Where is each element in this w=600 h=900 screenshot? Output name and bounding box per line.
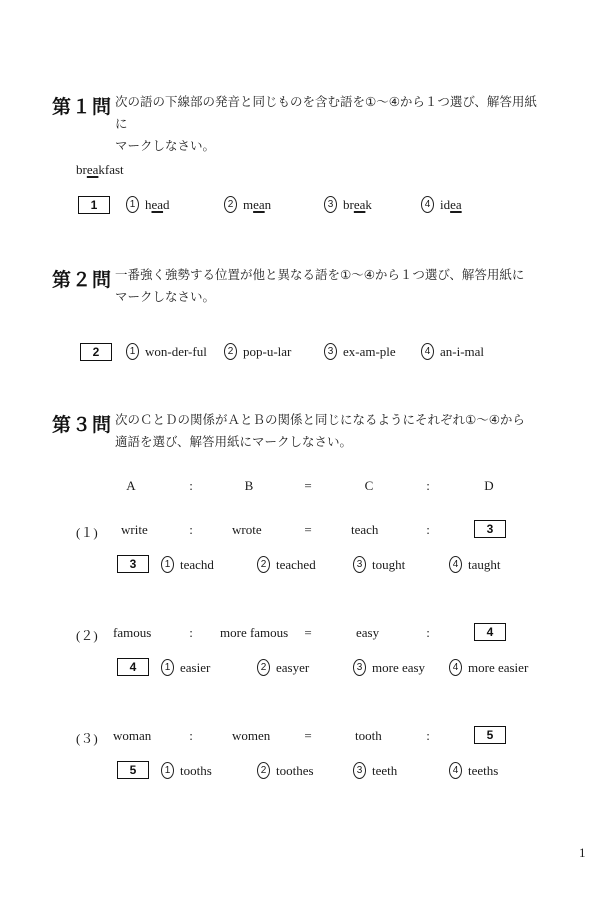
header-c: C <box>364 478 374 493</box>
item2-option-4[interactable]: 4 more easier <box>449 659 528 676</box>
item2-option-2[interactable]: 2 easyer <box>257 659 309 676</box>
circled-number-icon: 4 <box>421 343 434 360</box>
circled-number-icon: 1 <box>161 556 174 573</box>
q2-option-3[interactable]: 3 ex-am-ple <box>324 343 396 360</box>
item2-option-1[interactable]: 1 easier <box>161 659 210 676</box>
header-colon: : <box>426 478 430 493</box>
item-c: easy <box>356 625 380 640</box>
circled-number-icon: 1 <box>161 659 174 676</box>
header-equals: = <box>304 478 312 493</box>
circled-number-icon: 4 <box>449 659 462 676</box>
circled-number-icon: 3 <box>324 343 337 360</box>
item-label: (２) <box>76 628 98 643</box>
circled-number-icon: 2 <box>257 659 270 676</box>
item-a: famous <box>113 625 152 640</box>
q1-option-2[interactable]: 2 m ea n <box>224 196 271 213</box>
item-b: more famous <box>220 625 289 640</box>
answer-box-3-blank: 3 <box>474 520 506 538</box>
header-a: A <box>126 478 136 493</box>
item-label: (１) <box>76 525 98 540</box>
item3-option-4[interactable]: 4 teeths <box>449 762 498 779</box>
item-c: teach <box>351 522 379 537</box>
answer-box-5-blank: 5 <box>474 726 506 744</box>
item-b: wrote <box>232 522 262 537</box>
answer-box-4-blank: 4 <box>474 623 506 641</box>
q2-option-4[interactable]: 4 an-i-mal <box>421 343 484 360</box>
header-colon: : <box>189 478 193 493</box>
item3-option-2[interactable]: 2 toothes <box>257 762 314 779</box>
circled-number-icon: 3 <box>324 196 337 213</box>
circled-number-icon: 3 <box>353 762 366 779</box>
item3-option-1[interactable]: 1 tooths <box>161 762 212 779</box>
circled-number-icon: 2 <box>257 556 270 573</box>
answer-box-3: 3 <box>117 555 149 573</box>
q1-instruction: 次の語の下線部の発音と同じものを含む語を①～④から１つ選び、解答用紙に マークしなさい。 <box>115 94 537 153</box>
circled-number-icon: 4 <box>449 556 462 573</box>
item2-option-3[interactable]: 3 more easy <box>353 659 425 676</box>
equals: = <box>304 728 312 743</box>
item-b: women <box>232 728 271 743</box>
item1-option-3[interactable]: 3 tought <box>353 556 405 573</box>
q2-heading: 第２問 <box>52 270 113 291</box>
item-a: write <box>121 522 148 537</box>
item1-option-2[interactable]: 2 teached <box>257 556 316 573</box>
answer-box-1: 1 <box>78 196 110 214</box>
circled-number-icon: 4 <box>421 196 434 213</box>
q1-option-3[interactable]: 3 br ea k <box>324 196 372 213</box>
circled-number-icon: 3 <box>353 556 366 573</box>
item3-option-3[interactable]: 3 teeth <box>353 762 397 779</box>
q2-instruction: 一番強く強勢する位置が他と異なる語を①～④から１つ選び、解答用紙に マークしなさい。 <box>115 267 525 304</box>
answer-box-2: 2 <box>80 343 112 361</box>
circled-number-icon: 2 <box>257 762 270 779</box>
q1-heading: 第１問 <box>52 97 113 118</box>
item1-option-1[interactable]: 1 teachd <box>161 556 214 573</box>
q3-heading: 第３問 <box>52 415 113 436</box>
q2-option-2[interactable]: 2 pop-u-lar <box>224 343 291 360</box>
colon: : <box>426 625 430 640</box>
colon: : <box>189 522 193 537</box>
item-label: (３) <box>76 731 98 746</box>
equals: = <box>304 522 312 537</box>
colon: : <box>189 728 193 743</box>
item-c: tooth <box>355 728 382 743</box>
circled-number-icon: 1 <box>126 196 139 213</box>
q1-stem-word: breakfast <box>76 162 124 177</box>
colon: : <box>426 728 430 743</box>
circled-number-icon: 2 <box>224 196 237 213</box>
item-a: woman <box>113 728 152 743</box>
q1-option-4[interactable]: 4 id ea <box>421 196 462 213</box>
colon: : <box>189 625 193 640</box>
answer-box-4: 4 <box>117 658 149 676</box>
equals: = <box>304 625 312 640</box>
item1-option-4[interactable]: 4 taught <box>449 556 501 573</box>
page-number: 1 <box>579 845 586 860</box>
q3-instruction: 次のＣとＤの関係がＡとＢの関係と同じになるようにそれぞれ①～④から 適語を選び、解答用紙にマークしなさい。 <box>115 412 525 449</box>
circled-number-icon: 3 <box>353 659 366 676</box>
circled-number-icon: 2 <box>224 343 237 360</box>
header-b: B <box>244 478 254 493</box>
circled-number-icon: 4 <box>449 762 462 779</box>
answer-box-5: 5 <box>117 761 149 779</box>
circled-number-icon: 1 <box>161 762 174 779</box>
q1-option-1[interactable]: 1 h ea d <box>126 196 170 213</box>
q2-option-1[interactable]: 1 won-der-ful <box>126 343 207 360</box>
header-d: D <box>484 478 494 493</box>
circled-number-icon: 1 <box>126 343 139 360</box>
colon: : <box>426 522 430 537</box>
